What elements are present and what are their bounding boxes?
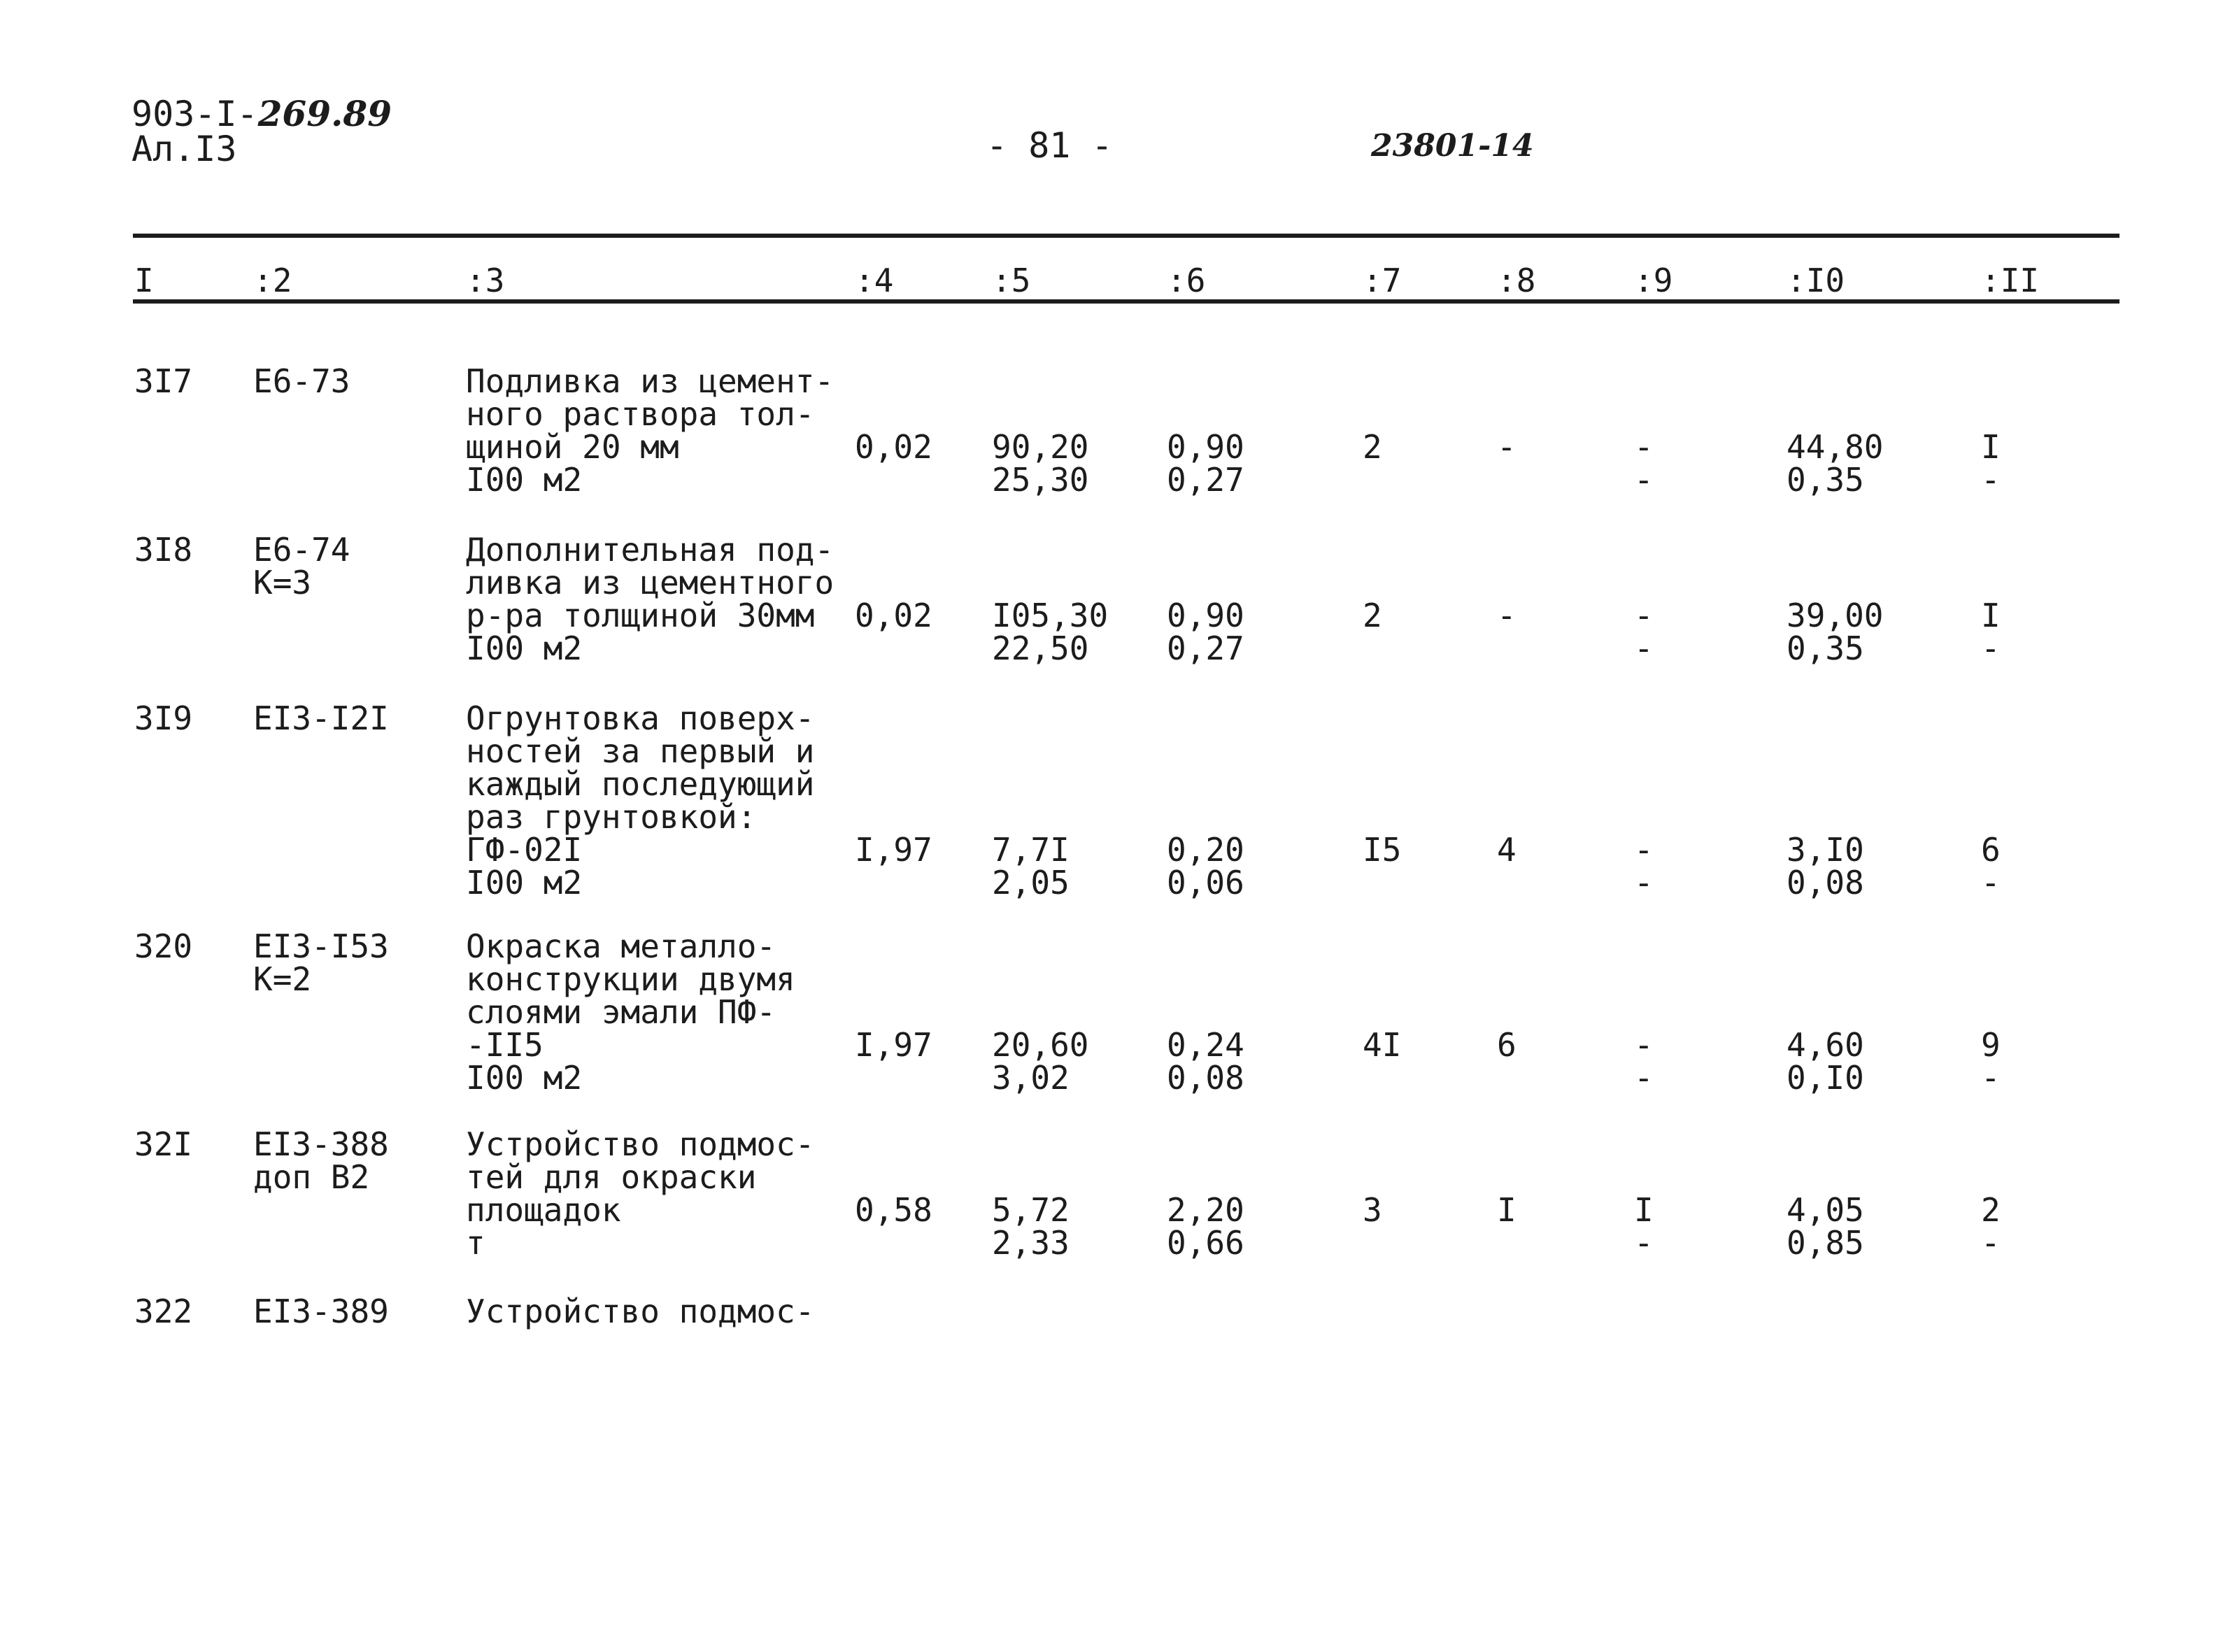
quantity-value-line: 0,02	[855, 428, 932, 466]
sheet-code: 23801-14	[1371, 128, 1534, 164]
column-7-value-line: 3	[1363, 1191, 1382, 1229]
column-header-9: :9	[1634, 262, 1673, 299]
column-9-values-line: I	[1634, 1191, 1654, 1229]
work-description-line: каждый последующий	[466, 765, 815, 803]
work-description-line: р-ра толщиной 30мм	[466, 597, 815, 634]
column-6-values-line: 0,20	[1167, 831, 1244, 869]
column-9-values-line: -	[1634, 629, 1654, 667]
column-8-value	[1497, 599, 1517, 632]
table-top-rule	[133, 234, 2119, 238]
row-number	[134, 1125, 193, 1163]
column-10-values-line: 0,35	[1787, 461, 1864, 499]
column-7-value	[1363, 428, 1382, 466]
column-7-value-line: I5	[1363, 831, 1402, 869]
column-11-values-line: -	[1981, 461, 2001, 499]
rate-code-line: EI3-I2I	[253, 699, 389, 737]
document-code-suffix: 269.89	[257, 93, 392, 134]
rate-code-line: К=2	[253, 960, 312, 998]
column-8-value-line: I	[1497, 1191, 1517, 1229]
column-5-values	[992, 1026, 1089, 1097]
column-11-values-line: I	[1981, 597, 2001, 634]
column-9-values	[1634, 1026, 1654, 1097]
column-9-values	[1634, 428, 1654, 499]
column-9-values-line: -	[1634, 597, 1654, 634]
column-8-value	[1497, 1026, 1517, 1064]
column-5-values	[992, 1191, 1070, 1262]
rate-code-line: E6-74	[253, 531, 350, 569]
column-10-values-line: 0,35	[1787, 629, 1864, 667]
work-description-line: т	[466, 1224, 485, 1262]
row-number	[134, 531, 193, 569]
row-number	[134, 362, 193, 400]
column-9-values-line: -	[1634, 1224, 1654, 1262]
row-number-line: 32I	[134, 1125, 193, 1163]
column-header-7: :7	[1363, 262, 1402, 299]
column-11-values-line: -	[1981, 1059, 2001, 1097]
album-number: Ал.I3	[132, 129, 237, 169]
column-7-value	[1363, 1026, 1402, 1064]
column-5-values-line: 90,20	[992, 428, 1089, 466]
column-header-11: :II	[1981, 262, 2040, 299]
page-number	[986, 126, 1113, 165]
work-description-line: Устройство подмос-	[466, 1293, 815, 1330]
row-number-line: 322	[134, 1293, 193, 1330]
rate-code-line: EI3-389	[253, 1293, 389, 1330]
row-number-line: 3I9	[134, 699, 193, 737]
column-5-values	[992, 831, 1070, 902]
column-7-value	[1363, 599, 1382, 632]
column-11-values	[1981, 1026, 2001, 1097]
column-10-values-line: 3,I0	[1787, 831, 1864, 869]
column-10-values-line: 39,00	[1787, 597, 1884, 634]
column-11-values	[1981, 599, 2001, 665]
column-9-values-line: -	[1634, 1026, 1654, 1064]
column-header-8: :8	[1497, 262, 1536, 299]
column-6-values-line: 2,20	[1167, 1191, 1244, 1229]
column-11-values	[1981, 1191, 2001, 1262]
quantity-value-line: I,97	[855, 1026, 932, 1064]
column-8-value-line: -	[1497, 597, 1517, 634]
column-10-values	[1787, 831, 1864, 902]
column-5-values-line: 2,33	[992, 1224, 1070, 1262]
column-11-values-line: 9	[1981, 1026, 2001, 1064]
work-description-line: ного раствора тол-	[466, 395, 815, 433]
rate-code-line: доп В2	[253, 1158, 370, 1196]
column-5-values-line: 20,60	[992, 1026, 1089, 1064]
column-header-2: :2	[253, 262, 292, 299]
column-6-values-line: 0,27	[1167, 461, 1244, 499]
work-description-line: тей для окраски	[466, 1158, 757, 1196]
column-5-values-line: 3,02	[992, 1059, 1070, 1097]
column-header-4: :4	[855, 262, 894, 299]
row-number	[134, 927, 193, 965]
work-description	[466, 699, 815, 902]
quantity-value-line: 0,58	[855, 1191, 932, 1229]
column-11-values-line: I	[1981, 428, 2001, 466]
work-description-line: ливка из цементного	[466, 564, 835, 601]
column-8-value-line: 4	[1497, 831, 1517, 869]
column-header-5: :5	[992, 262, 1031, 299]
column-10-values-line: 0,08	[1787, 864, 1864, 902]
column-header-10: :I0	[1787, 262, 1845, 299]
rate-code-line: К=3	[253, 564, 312, 601]
work-description-line: Подливка из цемент-	[466, 362, 835, 400]
quantity-value	[855, 428, 932, 466]
column-6-values-line: 0,08	[1167, 1059, 1244, 1097]
column-6-values-line: 0,27	[1167, 629, 1244, 667]
column-9-values-line: -	[1634, 1059, 1654, 1097]
rate-code	[253, 362, 350, 400]
work-description-line: I00 м2	[466, 461, 583, 499]
column-9-values-line: -	[1634, 831, 1654, 869]
column-5-values	[992, 428, 1089, 499]
rate-code	[253, 927, 389, 998]
column-7-value	[1363, 831, 1402, 869]
work-description-line: I00 м2	[466, 864, 583, 902]
work-description-line: Огрунтовка поверх-	[466, 699, 815, 737]
work-description-line: I00 м2	[466, 629, 583, 667]
column-7-value	[1363, 1191, 1382, 1229]
column-6-values-line: 0,66	[1167, 1224, 1244, 1262]
table-header-rule	[133, 299, 2119, 304]
quantity-value	[855, 831, 932, 869]
column-11-values-line: -	[1981, 1224, 2001, 1262]
column-6-values	[1167, 831, 1244, 902]
column-5-values-line: 7,7I	[992, 831, 1070, 869]
rate-code-line: EI3-I53	[253, 927, 389, 965]
rate-code	[253, 531, 350, 601]
column-7-value-line: 2	[1363, 597, 1382, 634]
column-6-values	[1167, 1191, 1244, 1262]
column-7-value-line: 2	[1363, 428, 1382, 466]
column-10-values-line: 4,60	[1787, 1026, 1864, 1064]
column-8-value-line: -	[1497, 428, 1517, 466]
column-6-values	[1167, 1026, 1244, 1097]
rate-code-line: EI3-388	[253, 1125, 389, 1163]
document-code-prefix: 903-I-	[132, 94, 258, 134]
work-description	[466, 531, 835, 667]
column-header-1: I	[134, 262, 154, 299]
column-10-values-line: 0,I0	[1787, 1059, 1864, 1097]
work-description-line: -II5	[466, 1026, 544, 1064]
work-description-line: щиной 20 мм	[466, 428, 679, 466]
work-description-line: Устройство подмос-	[466, 1125, 815, 1163]
column-6-values-line: 0,90	[1167, 597, 1244, 634]
work-description-line: Окраска металло-	[466, 927, 776, 965]
column-9-values-line: -	[1634, 428, 1654, 466]
work-description-line: конструкции двумя	[466, 960, 795, 998]
quantity-value	[855, 1026, 932, 1064]
column-6-values	[1167, 428, 1244, 499]
work-description-line: Дополнительная под-	[466, 531, 835, 569]
column-9-values	[1634, 599, 1654, 665]
column-10-values-line: 44,80	[1787, 428, 1884, 466]
work-description-line: площадок	[466, 1191, 621, 1229]
row-number-line: 3I8	[134, 531, 193, 569]
quantity-value	[855, 599, 932, 632]
column-header-3: :3	[466, 262, 505, 299]
rate-code	[253, 1295, 389, 1328]
column-8-value	[1497, 428, 1517, 466]
column-10-values-line: 0,85	[1787, 1224, 1864, 1262]
column-5-values-line: 25,30	[992, 461, 1089, 499]
rate-code-line: E6-73	[253, 362, 350, 400]
work-description-line: слоями эмали ПФ-	[466, 993, 776, 1031]
column-11-values	[1981, 428, 2001, 499]
column-header-6: :6	[1167, 262, 1206, 299]
work-description-line: I00 м2	[466, 1059, 583, 1097]
column-5-values-line: 5,72	[992, 1191, 1070, 1229]
column-6-values-line: 0,90	[1167, 428, 1244, 466]
row-number	[134, 699, 193, 737]
column-9-values	[1634, 831, 1654, 902]
row-number-line: 3I7	[134, 362, 193, 400]
column-5-values-line: I05,30	[992, 597, 1109, 634]
quantity-value-line: 0,02	[855, 597, 932, 634]
column-11-values-line: -	[1981, 629, 2001, 667]
row-number	[134, 1295, 192, 1328]
column-11-values-line: -	[1981, 864, 2001, 902]
column-8-value-line: 6	[1497, 1026, 1517, 1064]
row-number-line: 320	[134, 927, 193, 965]
column-11-values-line: 2	[1981, 1191, 2001, 1229]
column-9-values-line: -	[1634, 461, 1654, 499]
column-11-values	[1981, 831, 2001, 902]
column-6-values-line: 0,06	[1167, 864, 1244, 902]
column-10-values-line: 4,05	[1787, 1191, 1864, 1229]
column-10-values	[1787, 1191, 1864, 1262]
work-description-line: раз грунтовкой:	[466, 798, 757, 836]
document-code	[132, 93, 392, 134]
page-number-value: - 81 -	[986, 125, 1113, 166]
quantity-value	[855, 1191, 932, 1229]
column-8-value	[1497, 831, 1517, 869]
column-9-values-line: -	[1634, 864, 1654, 902]
work-description	[466, 1125, 815, 1262]
work-description-line: ностей за первый и	[466, 732, 815, 770]
column-7-value-line: 4I	[1363, 1026, 1402, 1064]
quantity-value-line: I,97	[855, 831, 932, 869]
column-6-values	[1167, 599, 1244, 665]
column-10-values	[1787, 599, 1883, 665]
column-10-values	[1787, 1026, 1864, 1097]
column-10-values	[1787, 428, 1884, 499]
column-5-values-line: 22,50	[992, 629, 1089, 667]
work-description	[466, 927, 795, 1097]
column-8-value	[1497, 1191, 1517, 1229]
work-description	[466, 1295, 815, 1328]
rate-code	[253, 699, 389, 737]
column-11-values-line: 6	[1981, 831, 2001, 869]
rate-code	[253, 1125, 389, 1196]
column-6-values-line: 0,24	[1167, 1026, 1244, 1064]
column-5-values	[992, 599, 1108, 665]
column-9-values	[1634, 1191, 1654, 1262]
work-description	[466, 362, 835, 499]
work-description-line: ГФ-02I	[466, 831, 583, 869]
column-5-values-line: 2,05	[992, 864, 1070, 902]
